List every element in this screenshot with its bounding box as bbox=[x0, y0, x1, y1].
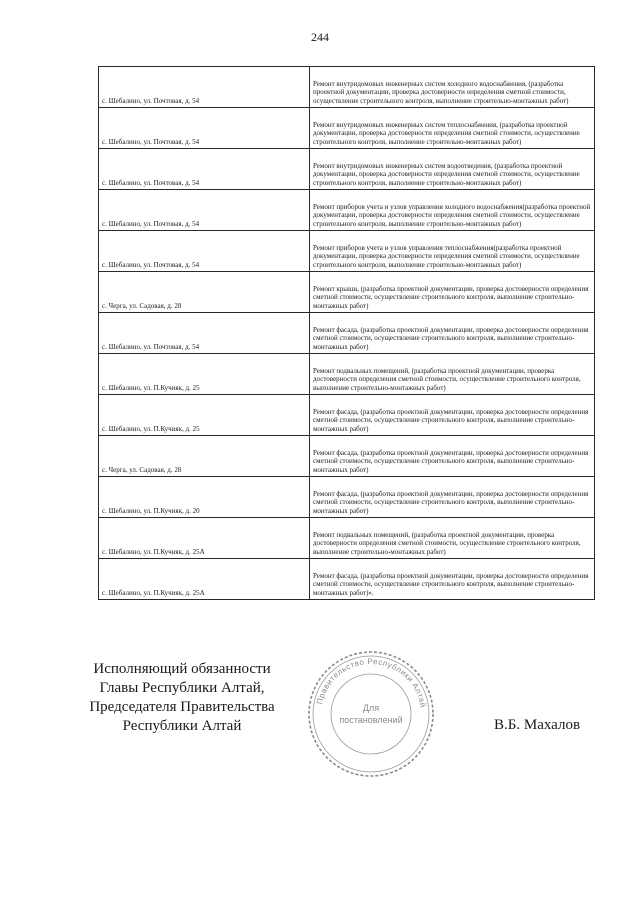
table-row bbox=[99, 149, 595, 190]
work-cell: Ремонт подвальных помещений, (разработка проектной документации, проверка достоверности определения сметной стоимости, осуществление строительного контроля, выполнение строительно-монтажных работ) bbox=[310, 518, 595, 559]
address-cell: с. Шебалино, ул. П.Кучияк, д. 20 bbox=[99, 477, 310, 518]
signatory-name: В.Б. Махалов bbox=[494, 717, 581, 733]
address-cell: с. Шебалино, ул. Почтовая, д. 54 bbox=[99, 108, 310, 149]
address-cell: с. Шебалино, ул. П.Кучияк, д. 25 bbox=[99, 395, 310, 436]
works-table bbox=[98, 66, 595, 600]
stamp-ring bbox=[313, 656, 429, 772]
work-cell: Ремонт фасада, (разработка проектной документации, проверка достоверности определения сметной стоимости, осуществление строительного контроля, выполнение строительно-монтажных работ) bbox=[310, 313, 595, 354]
work-cell: Ремонт внутридомовых инженерных систем теплоснабжения, (разработка проектной документации, проверка достоверности определения сметной стоимости, осуществление строительного контроля, выполнение строительно-монтажных работ) bbox=[310, 108, 595, 149]
work-cell: Ремонт крыши, (разработка проектной документации, проверка достоверности определения сметной стоимости, осуществление строительного контроля, выполнение строительно-монтажных работ) bbox=[310, 272, 595, 313]
address-cell: с. Шебалино, ул. Почтовая, д. 54 bbox=[99, 149, 310, 190]
address-cell: с. Шебалино, ул. Почтовая, д. 54 bbox=[99, 231, 310, 272]
stamp-outer-ring bbox=[309, 652, 433, 776]
table-row bbox=[99, 436, 595, 477]
stamp-center-text: Для bbox=[362, 703, 380, 713]
table-row bbox=[99, 313, 595, 354]
address-cell: с. Шебалино, ул. П.Кучияк, д. 25 bbox=[99, 354, 310, 395]
table-row bbox=[99, 108, 595, 149]
work-cell: Ремонт приборов учета и узлов управления холодного водоснабжения(разработка проектной документации, проверка достоверности определения сметной стоимости, осуществление строительного контроля, выполнение строительно-монтажных работ) bbox=[310, 190, 595, 231]
address-cell: с. Шебалино, ул. П.Кучияк, д. 25А bbox=[99, 518, 310, 559]
table-row bbox=[99, 190, 595, 231]
table-row bbox=[99, 395, 595, 436]
stamp-center-text: постановлений bbox=[339, 715, 403, 725]
work-cell: Ремонт приборов учета и узлов управления теплоснабжения(разработка проектной документации, проверка достоверности определения сметной стоимости, осуществление строительного контроля, выполнение строительно-монтажных работ) bbox=[310, 231, 595, 272]
address-cell: с. Шебалино, ул. Почтовая, д. 54 bbox=[99, 67, 310, 108]
signatory-title-line: Главы Республики Алтай, bbox=[99, 680, 265, 696]
signatory-title-line: Исполняющий обязанности bbox=[93, 661, 271, 677]
address-cell: с. Шебалино, ул. Почтовая, д. 54 bbox=[99, 313, 310, 354]
work-cell: Ремонт фасада, (разработка проектной документации, проверка достоверности определения сметной стоимости, осуществление строительного контроля, выполнение строительно-монтажных работ)». bbox=[310, 559, 595, 600]
address-cell: с. Черга, ул. Садовая, д. 28 bbox=[99, 436, 310, 477]
signatory-title-line: Председателя Правительства bbox=[89, 699, 275, 715]
table-row bbox=[99, 67, 595, 108]
work-cell: Ремонт фасада, (разработка проектной документации, проверка достоверности определения сметной стоимости, осуществление строительного контроля, выполнение строительно-монтажных работ) bbox=[310, 436, 595, 477]
stamp-inner-ring bbox=[331, 674, 411, 754]
work-cell: Ремонт внутридомовых инженерных систем водоотведения, (разработка проектной документации, проверка достоверности определения сметной стоимости, осуществление строительного контроля, выполнение строительно-монтажных работ) bbox=[310, 149, 595, 190]
work-cell: Ремонт подвальных помещений, (разработка проектной документации, проверка достоверности определения сметной стоимости, осуществление строительного контроля, выполнение строительно-монтажных работ) bbox=[310, 354, 595, 395]
work-cell: Ремонт фасада, (разработка проектной документации, проверка достоверности определения сметной стоимости, осуществление строительного контроля, выполнение строительно-монтажных работ) bbox=[310, 477, 595, 518]
table-row bbox=[99, 231, 595, 272]
table-row bbox=[99, 477, 595, 518]
official-stamp bbox=[306, 649, 436, 779]
table-row bbox=[99, 559, 595, 600]
work-cell: Ремонт фасада, (разработка проектной документации, проверка достоверности определения сметной стоимости, осуществление строительного контроля, выполнение строительно-монтажных работ) bbox=[310, 395, 595, 436]
table-row bbox=[99, 272, 595, 313]
page-number: 244 bbox=[311, 30, 329, 44]
address-cell: с. Черга, ул. Садовая, д. 28 bbox=[99, 272, 310, 313]
address-cell: с. Шебалино, ул. П.Кучияк, д. 25А bbox=[99, 559, 310, 600]
work-cell: Ремонт внутридомовых инженерных систем холодного водоснабжения, (разработка проектной документации, проверка достоверности определения сметной стоимости, осуществление строительного контроля, выполнение строительно-монтажных работ) bbox=[310, 67, 595, 108]
address-cell: с. Шебалино, ул. Почтовая, д. 54 bbox=[99, 190, 310, 231]
stamp-ring-text: Правительство Республики Алтай bbox=[314, 656, 428, 709]
signatory-title bbox=[72, 660, 292, 736]
table-row bbox=[99, 354, 595, 395]
signatory-title-line: Республики Алтай bbox=[122, 718, 242, 734]
table-row bbox=[99, 518, 595, 559]
